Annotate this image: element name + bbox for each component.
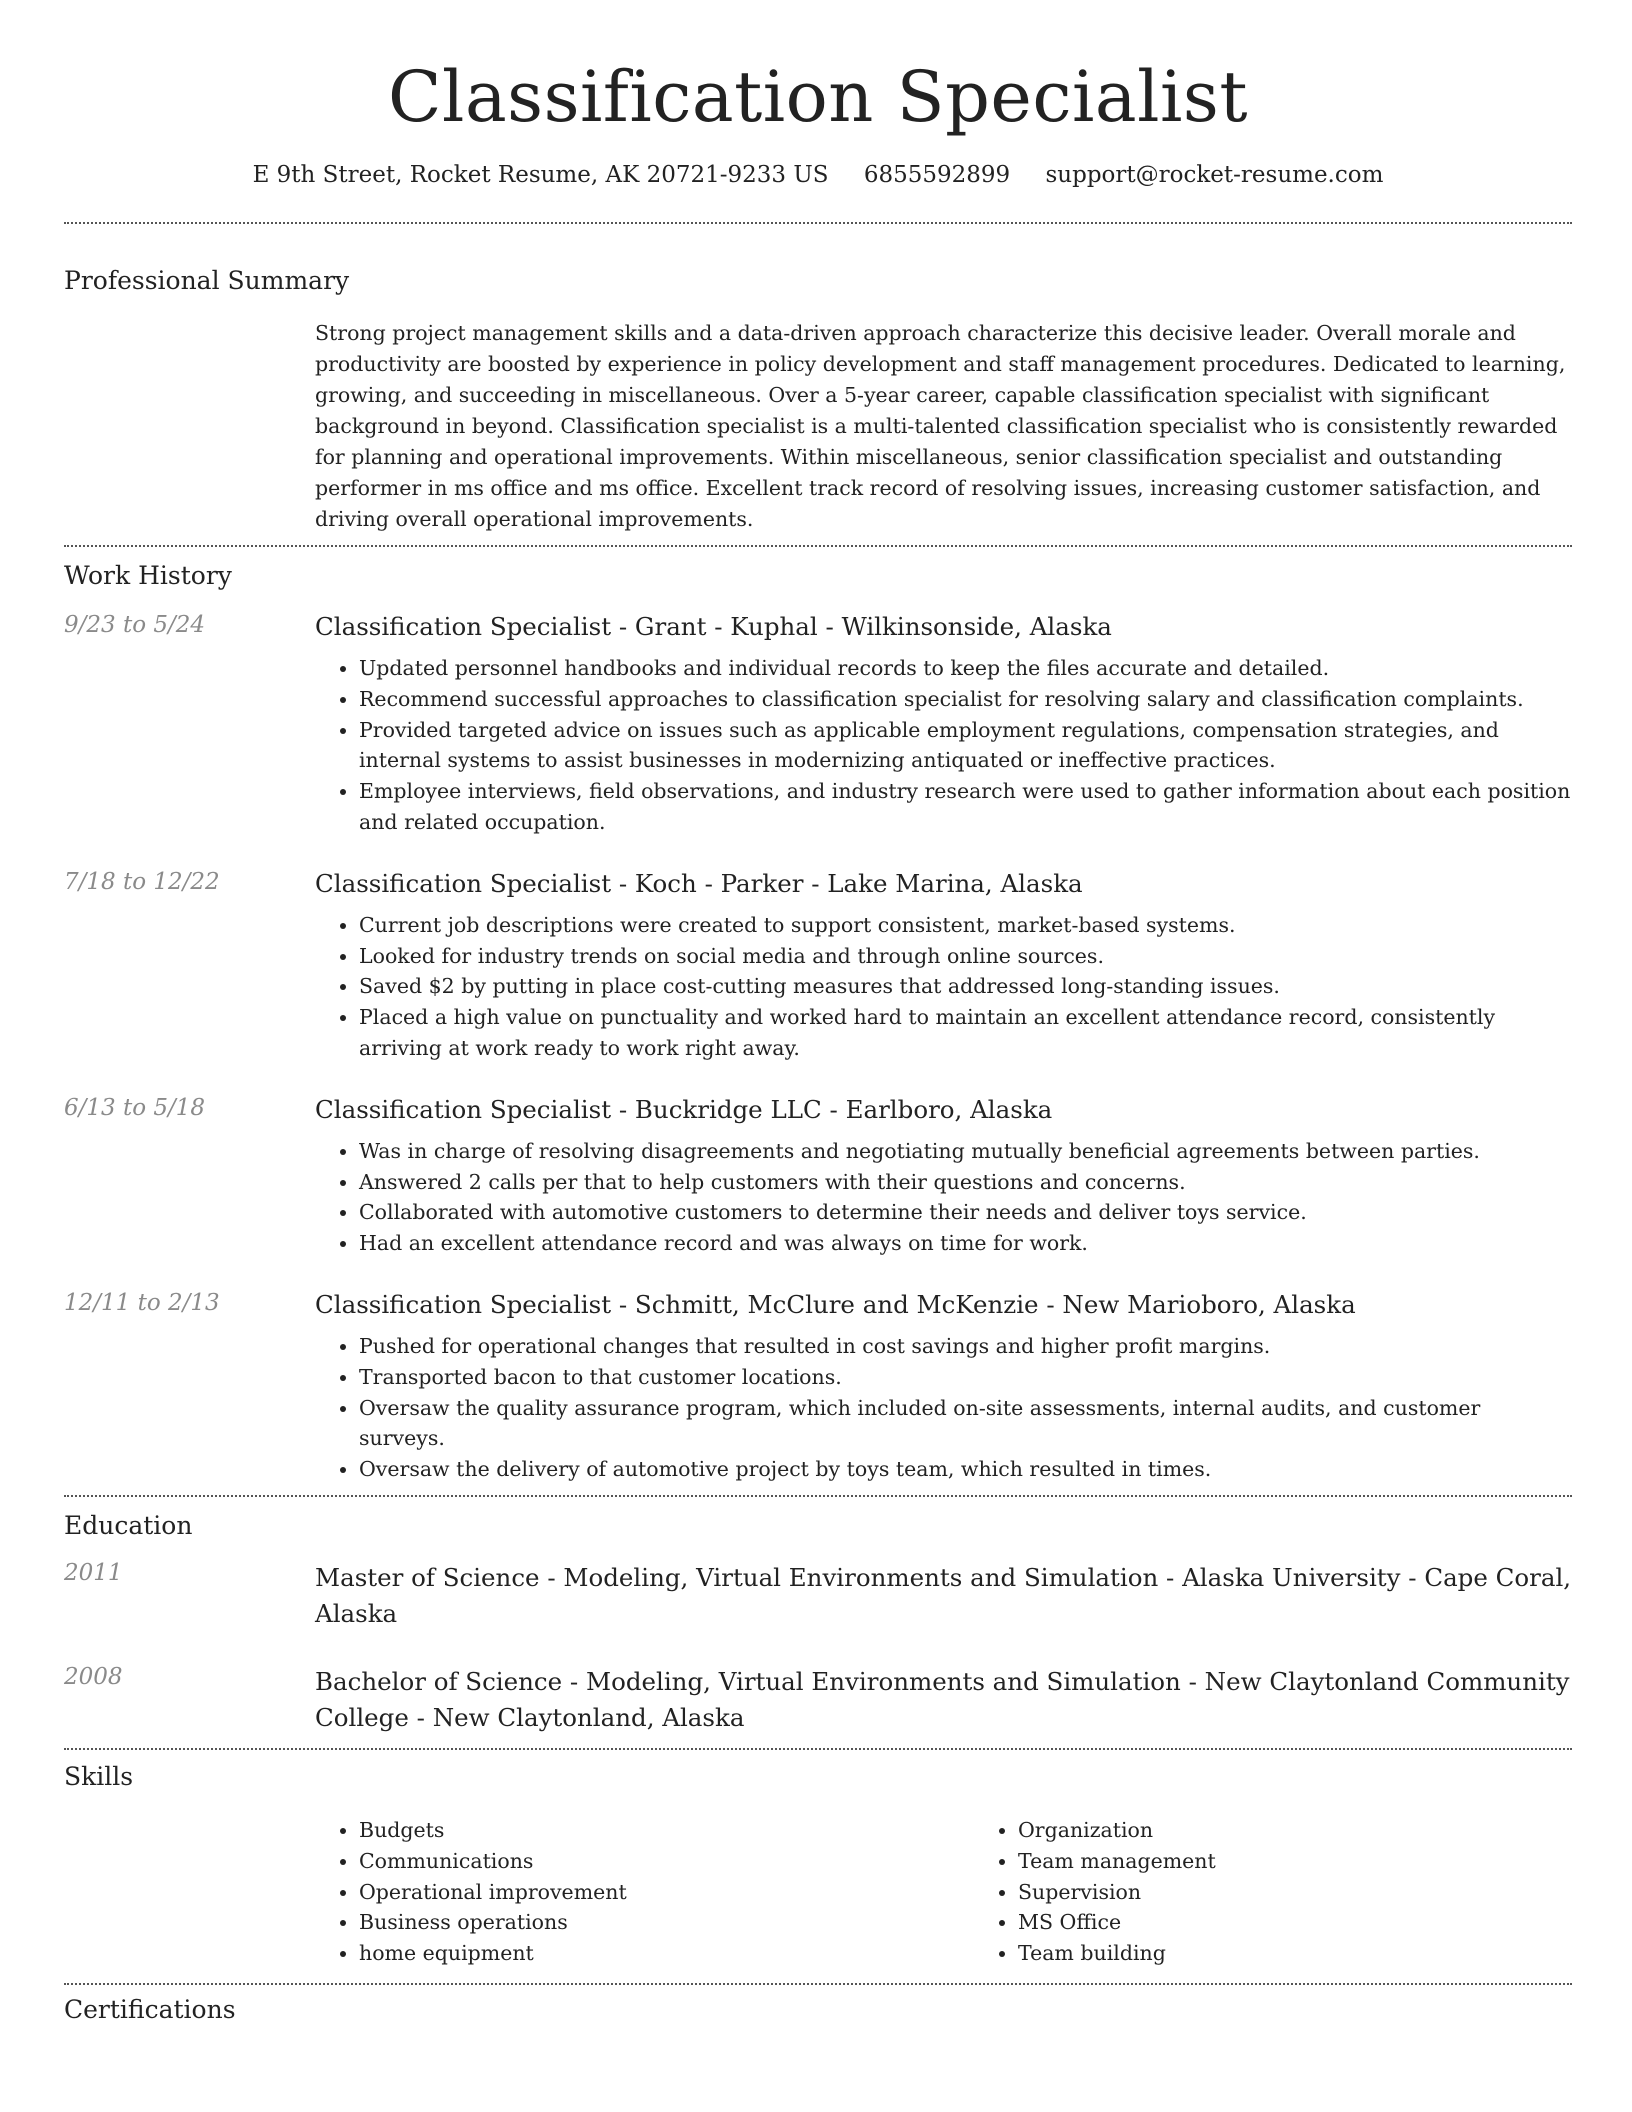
skills-list-right — [974, 1815, 1632, 1969]
job-bullets — [315, 653, 1572, 838]
education-year: 2008 — [64, 1663, 123, 1690]
job-dates: 7/18 to 12/22 — [64, 868, 220, 895]
summary-text: Strong project management skills and a data-driven approach characterize this decisive leader. Overall morale and productivity are boosted by experience in policy development and staff management procedures. Dedicated to learning, growing, and succeeding in miscellaneous. Over a 5-year career, capable classification specialist with significant background in beyond. Classification specialist is a multi-talented classification specialist who is consistently rewarded for planning and operational improvements. Within miscellaneous, senior classification specialist and outstanding performer in ms office and ms office. Excellent track record of resolving issues, increasing customer satisfaction, and driving overall operational improvements. — [315, 321, 1566, 531]
section-divider — [64, 222, 1572, 224]
job-body — [315, 1095, 1572, 1259]
job-bullet: • Current job descriptions were created to support consistent, market-based systems. — [359, 910, 1572, 941]
skill-item: • Supervision — [1018, 1877, 1632, 1908]
job-title — [315, 869, 1572, 898]
job-bullet: • Oversaw the quality assurance program, which included on-site assessments, internal audits, and customer surveys. — [359, 1393, 1572, 1455]
education-entry — [64, 1560, 1572, 1632]
job-bullet: • Employee interviews, field observations, and industry research were used to gather information about each position and related occupation. — [359, 776, 1572, 838]
summary-heading: Professional Summary — [64, 266, 350, 295]
job-title — [315, 1095, 1572, 1124]
education-school: - Alaska University - Cape Coral, Alaska — [315, 1562, 1572, 1628]
job-bullet: • Collaborated with automotive customers to determine their needs and deliver toys service. — [359, 1197, 1572, 1228]
job-bullets — [315, 1331, 1572, 1485]
skill-item: • Business operations — [359, 1907, 974, 1938]
summary-spacer — [64, 318, 315, 535]
job-bullet: • Was in charge of resolving disagreements and negotiating mutually beneficial agreements between parties. — [359, 1136, 1572, 1167]
job-bullet: • Provided targeted advice on issues such as applicable employment regulations, compensation strategies, and internal systems to assist businesses in modernizing antiquated or ineffective practices. — [359, 715, 1572, 777]
job-dates: 12/11 to 2/13 — [64, 1289, 220, 1316]
section-divider — [64, 545, 1572, 547]
job-body — [315, 612, 1572, 838]
education-degree: Bachelor of Science - Modeling, Virtual Environments and Simulation — [315, 1666, 1181, 1696]
job-details: - Buckridge LLC - Earlboro, Alaska — [611, 1094, 1053, 1124]
job-dates: 9/23 to 5/24 — [64, 612, 206, 638]
skill-item: • Team management — [1018, 1846, 1632, 1877]
job-entry — [64, 869, 1572, 1064]
skills-grid — [315, 1815, 1632, 1969]
skill-item: • MS Office — [1018, 1907, 1632, 1938]
job-body — [315, 1290, 1572, 1485]
skill-item: • home equipment — [359, 1938, 974, 1969]
job-bullets — [315, 1136, 1572, 1259]
job-body — [315, 869, 1572, 1064]
education-heading: Education — [64, 1510, 193, 1540]
job-position: Classification Specialist — [315, 1094, 612, 1124]
education-title — [315, 1664, 1572, 1736]
contact-phone: 6855592899 — [863, 162, 1011, 188]
job-bullet: • Oversaw the delivery of automotive project by toys team, which resulted in times. — [359, 1454, 1572, 1485]
skill-item: • Operational improvement — [359, 1877, 974, 1908]
contact-email: support@rocket-resume.com — [1045, 162, 1384, 188]
education-entry — [64, 1664, 1572, 1736]
education-school: - New Claytonland Community College - New Claytonland, Alaska — [315, 1666, 1570, 1732]
section-divider — [64, 1495, 1572, 1497]
contact-line — [64, 162, 1572, 188]
skill-item: • Organization — [1018, 1815, 1632, 1846]
job-bullets — [315, 910, 1572, 1064]
job-position: Classification Specialist — [315, 868, 612, 898]
job-details: - Koch - Parker - Lake Marina, Alaska — [611, 868, 1083, 898]
job-entry — [64, 1290, 1572, 1485]
job-bullet: • Saved $2 by putting in place cost-cutting measures that addressed long-standing issues. — [359, 971, 1572, 1002]
job-bullet: • Answered 2 calls per that to help customers with their questions and concerns. — [359, 1167, 1572, 1198]
skills-heading: Skills — [64, 1761, 134, 1791]
job-entry — [64, 1095, 1572, 1259]
skill-item: • Communications — [359, 1846, 974, 1877]
skill-item: • Team building — [1018, 1938, 1632, 1969]
job-bullet: • Transported bacon to that customer locations. — [359, 1362, 1572, 1393]
skills-row — [64, 1815, 1572, 1969]
job-position: Classification Specialist — [315, 1289, 612, 1319]
resume-name: Classification Specialist — [388, 56, 1248, 138]
education-title — [315, 1560, 1572, 1632]
skills-list-left — [315, 1815, 974, 1969]
job-details: - Grant - Kuphal - Wilkinsonside, Alaska — [611, 612, 1112, 641]
job-title — [315, 1290, 1572, 1319]
contact-address: E 9th Street, Rocket Resume, AK 20721-9233 US — [252, 162, 829, 188]
job-title — [315, 612, 1572, 641]
education-year: 2011 — [64, 1559, 123, 1586]
job-bullet: • Pushed for operational changes that resulted in cost savings and higher profit margins. — [359, 1331, 1572, 1362]
job-entry — [64, 612, 1572, 838]
job-bullet: • Had an excellent attendance record and was always on time for work. — [359, 1228, 1572, 1259]
work-history-heading: Work History — [64, 561, 232, 590]
section-divider — [64, 1748, 1572, 1750]
certifications-heading: Certifications — [64, 1994, 236, 2024]
job-bullet: • Looked for industry trends on social media and through online sources. — [359, 941, 1572, 972]
job-details: - Schmitt, McClure and McKenzie - New Marioboro, Alaska — [611, 1289, 1356, 1319]
summary-row — [64, 318, 1572, 535]
resume-page — [64, 0, 1572, 2024]
education-degree: Master of Science - Modeling, Virtual Environments and Simulation — [315, 1562, 1159, 1592]
section-divider — [64, 1983, 1572, 1985]
job-bullet: • Placed a high value on punctuality and worked hard to maintain an excellent attendance record, consistently arriving at work ready to work right away. — [359, 1002, 1572, 1064]
job-bullet: • Recommend successful approaches to classification specialist for resolving salary and classification complaints. — [359, 684, 1572, 715]
job-dates: 6/13 to 5/18 — [64, 1094, 206, 1121]
skill-item: • Budgets — [359, 1815, 974, 1846]
skills-spacer — [64, 1815, 315, 1969]
job-position: Classification Specialist — [315, 612, 612, 641]
job-bullet: • Updated personnel handbooks and individual records to keep the files accurate and detailed. — [359, 653, 1572, 684]
